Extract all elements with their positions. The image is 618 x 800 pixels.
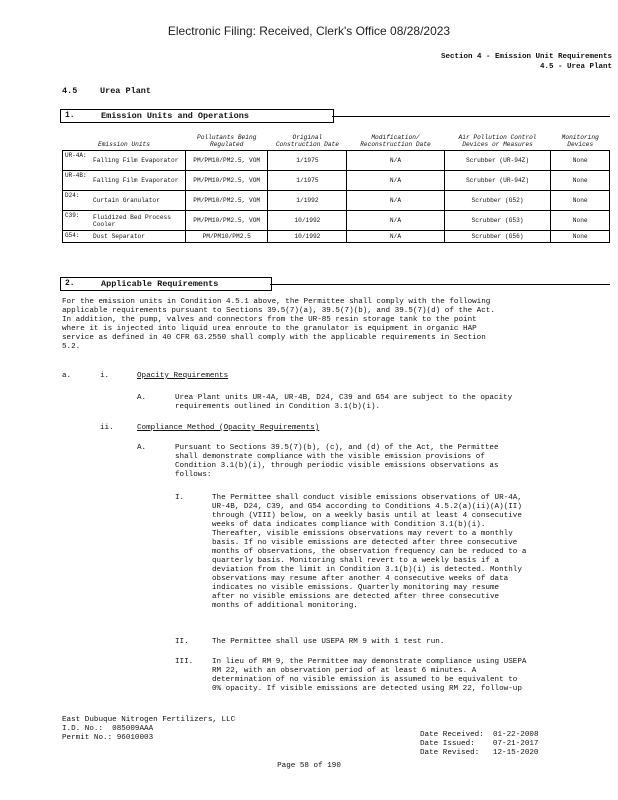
section-2-title: Applicable Requirements	[101, 279, 219, 289]
unit-control-device: Scrubber (UR-94Z)	[444, 151, 551, 171]
date-received-row	[420, 731, 539, 740]
text-line: indicates no visible emissions. Quarterly monitoring may resume	[212, 584, 500, 592]
text-line: Condition 3.1(b)(i), through periodic visible emissions observations as	[175, 462, 499, 470]
text-line: quarterly basis. Monitoring shall revert to a weekly basis if a	[212, 557, 500, 565]
text-line: The Permittee shall conduct visible emissions observations of UR-4A,	[212, 494, 522, 502]
footer-dates	[420, 731, 539, 758]
table-row	[63, 211, 610, 231]
unit-modification-date: N/A	[347, 191, 444, 211]
opacity-paragraph-A	[175, 394, 610, 412]
col-header-pollutants: Pollutants Being Regulated	[186, 134, 268, 151]
unit-monitoring-device: None	[551, 211, 610, 231]
text-line: observations may resume after another 4 consecutive weeks of data	[212, 575, 509, 583]
unit-monitoring-device: None	[551, 171, 610, 191]
section-1-title: Emission Units and Operations	[101, 111, 249, 121]
text-line: In lieu of RM 9, the Permittee may demonstrate compliance using USEPA	[212, 658, 527, 666]
date-issued-row	[420, 740, 539, 749]
unit-construction-date: 1/1975	[268, 171, 347, 191]
unit-description: Curtain Granulator	[91, 191, 186, 211]
section-header-line1: Section 4 - Emission Unit Requirements	[440, 53, 612, 61]
date-revised-row	[420, 749, 539, 758]
item-A-letter: A.	[137, 394, 147, 402]
date-revised-label: Date Revised:	[420, 749, 480, 757]
table-row	[63, 231, 610, 243]
text-line: For the emission units in Condition 4.5.1 above, the Permittee shall comply with the following	[62, 298, 491, 306]
unit-description: Falling Film Evaporator	[91, 171, 186, 191]
unit-id: UR-4B:	[63, 171, 92, 191]
text-line: Urea Plant units UR-4A, UR-4B, D24, C39 and G54 are subject to the opacity	[175, 394, 513, 402]
permit-label: Permit No.:	[62, 734, 113, 742]
subsection-ii-numeral: ii.	[100, 424, 114, 432]
text-line: 0% opacity. If visible emissions are detected using RM 22, follow-up	[212, 685, 522, 693]
section-header-line2: 4.5 - Urea Plant	[539, 63, 612, 71]
id-number-row	[62, 725, 235, 734]
intro-paragraph	[62, 298, 610, 352]
table-row	[63, 191, 610, 211]
text-line: after no visible emissions are detected after three consecutive	[212, 593, 500, 601]
page-number: Page 58 of 190	[277, 762, 341, 770]
unit-monitoring-device: None	[551, 191, 610, 211]
id-label: I.D. No.:	[62, 725, 104, 733]
unit-control-device: Scrubber (G53)	[444, 211, 551, 231]
table-row	[63, 171, 610, 191]
section-header	[441, 52, 612, 72]
text-line: months of observations, the observation frequency can be reduced to a	[212, 548, 527, 556]
unit-pollutants: PM/PM10/PM2.5, VOM	[186, 191, 268, 211]
unit-construction-date: 10/1992	[268, 231, 347, 243]
electronic-filing-banner: Electronic Filing: Received, Clerk's Office 08/28/2023	[167, 24, 451, 38]
text-line: applicable requirements pursuant to Sections 39.5(7)(a), 39.5(7)(b), and 39.5(7)(d) of the Act.	[62, 307, 495, 315]
unit-pollutants: PM/PM10/PM2.5, VOM	[186, 211, 268, 231]
unit-monitoring-device: None	[551, 231, 610, 243]
text-line: The Permittee shall use USEPA RM 9 with 1 test run.	[212, 638, 445, 646]
unit-construction-date: 1/1992	[268, 191, 347, 211]
title-number: 4.5	[62, 86, 78, 96]
date-received-value: 01-22-2008	[492, 731, 539, 739]
compliance-paragraph-A	[175, 444, 610, 480]
item-II-paragraph	[212, 638, 612, 647]
subsection-i-numeral: i.	[100, 372, 110, 380]
footer-permittee-info	[62, 716, 235, 743]
text-line: through (VIII) below, on a weekly basis until at least 4 consecutive	[212, 512, 522, 520]
text-line: requirements outlined in Condition 3.1(b)(i).	[175, 403, 381, 411]
emission-units-table	[62, 134, 610, 243]
text-line: months of additional monitoring.	[212, 602, 358, 610]
col-header-modification-date: Modification/ Reconstruction Date	[347, 134, 444, 151]
item-II-numeral: II.	[175, 638, 189, 646]
text-line: deviation from the limit in Condition 3.1(b)(i) is detected. Monthly	[212, 566, 522, 574]
item-I-paragraph	[212, 494, 612, 611]
unit-control-device: Scrubber (G52)	[444, 191, 551, 211]
text-line: RM 22, with an observation period of at least 6 minutes. A	[212, 667, 477, 675]
unit-id: C39:	[63, 211, 92, 231]
text-line: weeks of data indicates compliance with Condition 3.1(b)(i).	[212, 521, 486, 529]
page-title: Urea Plant	[100, 86, 152, 96]
unit-id: G54:	[63, 231, 92, 243]
permit-number-row	[62, 734, 235, 743]
text-line: determination of no visible emission is assumed to be equivalent to	[212, 676, 518, 684]
unit-modification-date: N/A	[347, 151, 444, 171]
text-line: service as defined in 40 CFR 63.2550 shall comply with the applicable requirements in Section	[62, 334, 486, 342]
unit-description: Dust Separator	[91, 231, 186, 243]
text-line: basis. If no visible emissions are detected after three consecutive	[212, 539, 518, 547]
table-row	[63, 151, 610, 171]
unit-control-device: Scrubber (G56)	[444, 231, 551, 243]
text-line: follows:	[175, 471, 212, 479]
text-line: shall demonstrate compliance with the visible emission provisions of	[175, 453, 485, 461]
unit-modification-date: N/A	[347, 211, 444, 231]
section-2-number: 2.	[65, 279, 75, 288]
item-III-paragraph	[212, 658, 612, 694]
text-line: Pursuant to Sections 39.5(7)(b), (c), and (d) of the Act, the Permittee	[175, 444, 499, 452]
subsection-a-letter: a.	[62, 372, 72, 380]
col-header-emission-units: Emission Units	[63, 134, 186, 151]
unit-construction-date: 10/1992	[268, 211, 347, 231]
permit-value: 96010003	[116, 734, 154, 742]
text-line: where it is injected into liquid urea enroute to the granulator is equipment in organic HAP	[62, 325, 477, 333]
unit-description: Fluidized Bed Process Cooler	[91, 211, 186, 231]
unit-pollutants: PM/PM10/PM2.5, VOM	[186, 151, 268, 171]
date-issued-value: 07-21-2017	[492, 740, 539, 748]
section-2-box	[60, 277, 272, 291]
unit-id: D24:	[63, 191, 92, 211]
section-2-rule	[270, 284, 610, 285]
date-revised-value: 12-15-2020	[492, 749, 539, 757]
unit-modification-date: N/A	[347, 231, 444, 243]
table-header-row	[63, 134, 610, 151]
item-III-numeral: III.	[175, 658, 194, 666]
unit-modification-date: N/A	[347, 171, 444, 191]
text-line: Thereafter, visible emissions observations may revert to a monthly	[212, 530, 513, 538]
text-line: 5.2.	[62, 343, 81, 351]
col-header-control-devices: Air Pollution Control Devices or Measures	[444, 134, 551, 151]
opacity-requirements-heading: Opacity Requirements	[137, 372, 229, 380]
col-header-monitoring-devices: Monitoring Devices	[551, 134, 610, 151]
date-received-label: Date Received:	[420, 731, 484, 739]
unit-monitoring-device: None	[551, 151, 610, 171]
compliance-method-heading: Compliance Method (Opacity Requirements)	[137, 424, 320, 432]
text-line: In addition, the pump, valves and connectors from the UR-85 resin storage tank to the point	[62, 316, 477, 324]
col-header-construction-date: Original Construction Date	[268, 134, 347, 151]
item-A-letter: A.	[137, 444, 147, 452]
company-name: East Dubuque Nitrogen Fertilizers, LLC	[62, 716, 236, 724]
unit-pollutants: PM/PM10/PM2.5	[186, 231, 268, 243]
item-I-numeral: I.	[175, 494, 185, 502]
date-issued-label: Date Issued:	[420, 740, 475, 748]
id-value: 085009AAA	[112, 725, 154, 733]
unit-pollutants: PM/PM10/PM2.5, VOM	[186, 171, 268, 191]
text-line: UR-4B, D24, C39, and G54 according to Conditions 4.5.2(a)(ii)(A)(II)	[212, 503, 522, 511]
section-1-box	[60, 109, 334, 123]
unit-control-device: Scrubber (UR-94Z)	[444, 171, 551, 191]
section-1-number: 1.	[65, 111, 75, 120]
unit-construction-date: 1/1975	[268, 151, 347, 171]
unit-id: UR-4A:	[63, 151, 92, 171]
section-1-rule	[332, 116, 610, 117]
unit-description: Falling Film Evaporator	[91, 151, 186, 171]
